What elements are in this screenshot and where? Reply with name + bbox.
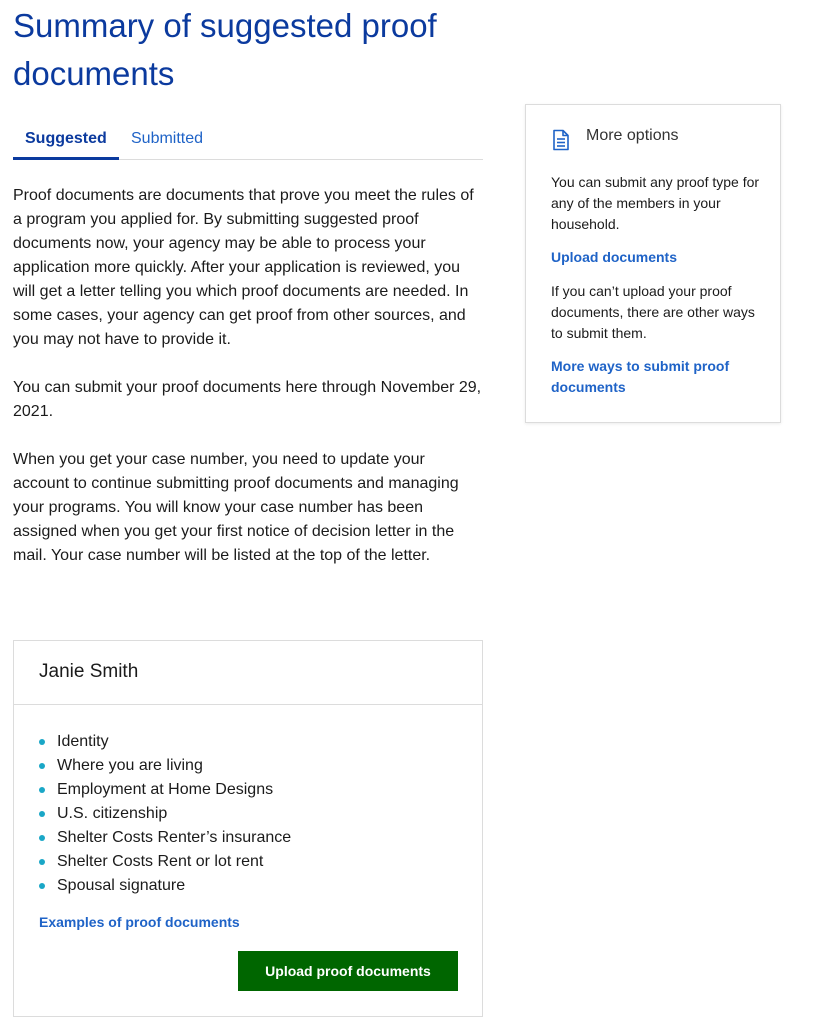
list-item: Identity: [39, 730, 291, 754]
list-item: Shelter Costs Renter’s insurance: [39, 826, 291, 850]
more-options-card: [525, 104, 781, 423]
document-icon: [551, 129, 571, 151]
more-options-title: More options: [586, 127, 679, 144]
person-name: Janie Smith: [39, 661, 139, 682]
intro-paragraph-3: When you get your case number, you need to update your account to continue submitting proof documents and managing your programs. You will know your case number has been assigned when you get your first notice of decision letter in the mail. Your case number will be listed at the top of the letter.: [13, 451, 459, 564]
upload-proof-documents-button[interactable]: Upload proof documents: [238, 951, 458, 991]
tab-suggested[interactable]: Suggested: [13, 124, 119, 160]
list-item: Spousal signature: [39, 874, 291, 898]
intro-paragraph-1: Proof documents are documents that prove you meet the rules of a program you applied for. By submitting suggested proof documents now, your agency may be able to process your application more quickly. After your application is reviewed, you will get a letter telling you which proof documents are needed. In some cases, your agency can get proof from other sources, and you may not have to provide it.: [13, 187, 474, 348]
more-options-text-1: You can submit any proof type for any of the members in your household.: [551, 174, 760, 232]
tab-bar: [13, 124, 483, 160]
person-proof-card: [13, 640, 483, 1017]
list-item: Employment at Home Designs: [39, 778, 291, 802]
examples-of-proof-documents-link[interactable]: Examples of proof documents: [39, 914, 240, 930]
proof-list: [39, 730, 291, 898]
intro-paragraph-2: You can submit your proof documents here through November 29, 2021.: [13, 379, 482, 420]
more-ways-to-submit-link[interactable]: More ways to submit proof documents: [551, 358, 730, 395]
page-title: Summary of suggested proof documents: [13, 7, 437, 92]
intro-text: [13, 184, 485, 592]
person-card-header: [14, 641, 482, 705]
list-item: Where you are living: [39, 754, 291, 778]
upload-documents-link[interactable]: Upload documents: [551, 249, 678, 265]
list-item: Shelter Costs Rent or lot rent: [39, 850, 291, 874]
more-options-text-2: If you can’t upload your proof documents, there are other ways to submit them.: [551, 283, 755, 341]
tab-submitted[interactable]: Submitted: [131, 130, 204, 147]
list-item: U.S. citizenship: [39, 802, 291, 826]
